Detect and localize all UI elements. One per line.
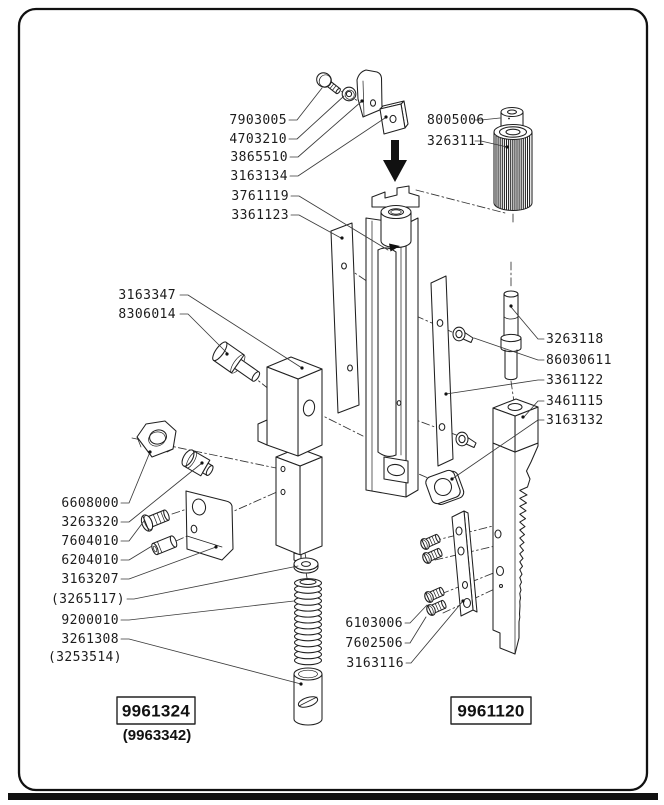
callout-9200010: 9200010 [61, 613, 119, 628]
part-plate-3163116 [452, 511, 477, 616]
callout-3865510: 3865510 [230, 150, 288, 165]
part-shoulder-pin-8306014 [210, 340, 264, 387]
part-flat-bar-3361122 [431, 276, 453, 466]
assembly-number-right [451, 697, 531, 724]
callout-3263118: 3263118 [546, 332, 604, 347]
callout-7604010: 7604010 [61, 534, 119, 549]
callout-3361122: 3361122 [546, 373, 604, 388]
assembly-number-left-alt-text: (9963342) [122, 727, 192, 744]
callout-3263111: 3263111 [427, 134, 485, 149]
callout-4703210: 4703210 [229, 132, 287, 147]
callout-3163132: 3163132 [546, 413, 604, 428]
callout-3163134: 3163134 [230, 169, 288, 184]
callout-leaders [121, 88, 544, 684]
callout-86030611: 86030611 [546, 353, 612, 368]
construction-lines [132, 86, 514, 672]
callout-3253514: (3253514) [47, 650, 122, 665]
part-washer-4703210 [342, 87, 356, 101]
assembly-number-right-text: 9961120 [457, 701, 525, 721]
part-set-screw-6204010 [150, 535, 178, 555]
part-bushing-3263320 [180, 448, 217, 479]
part-lower-block [276, 448, 322, 563]
callout-6103006: 6103006 [345, 616, 403, 631]
callout-8306014: 8306014 [118, 307, 176, 322]
callout-7602506: 7602506 [345, 636, 403, 651]
part-block-3163347 [258, 357, 322, 456]
part-block-3163134 [380, 101, 408, 134]
assembly-number-left [117, 697, 195, 744]
callout-3261308: 3261308 [61, 632, 119, 647]
part-countersunk-screw-86030611-lower [456, 432, 476, 447]
part-countersunk-screw-86030611-upper [453, 327, 473, 342]
part-knurled-cylinder-3263111 [494, 125, 532, 211]
part-washer-3163207-stack [294, 558, 318, 573]
callout-3263320: 3263320 [61, 515, 119, 530]
callout-3265117: (3265117) [50, 592, 125, 607]
callout-6204010: 6204010 [61, 553, 119, 568]
part-bent-plate-3865510 [357, 70, 382, 117]
page-bottom-bar [8, 793, 658, 800]
part-cylinder-3261308 [294, 668, 322, 725]
part-pin-3263118 [501, 291, 521, 380]
callout-6608000: 6608000 [61, 496, 119, 511]
callout-3761119: 3761119 [231, 189, 289, 204]
callout-3163207: 3163207 [61, 572, 119, 587]
part-hex-nut-6608000 [137, 421, 176, 457]
callout-8005006: 8005006 [427, 113, 485, 128]
callout-3163116: 3163116 [346, 656, 404, 671]
callout-3163347: 3163347 [118, 288, 176, 303]
part-column-bracket-3761119 [366, 186, 419, 497]
assembly-direction-arrow-icon [383, 140, 407, 182]
callout-3361123: 3361123 [231, 208, 289, 223]
part-screw-7604010 [139, 507, 171, 533]
part-spring-9200010 [295, 579, 322, 665]
callout-3461115: 3461115 [546, 394, 604, 409]
callout-7903005: 7903005 [229, 113, 287, 128]
assembly-number-left-text: 9961324 [121, 701, 191, 721]
part-rack-plate-3461115 [493, 399, 538, 654]
part-flat-bar-3361123 [331, 223, 359, 413]
